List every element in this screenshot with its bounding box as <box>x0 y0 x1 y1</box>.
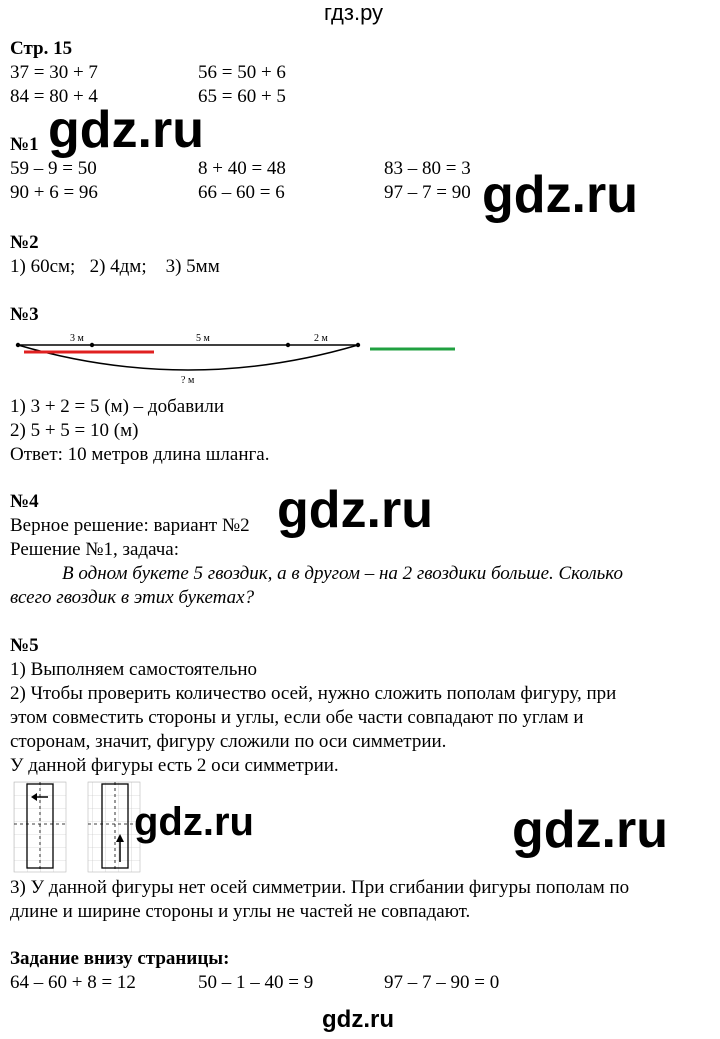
decomp-2-2: 65 = 60 + 5 <box>198 86 286 107</box>
bottom-task-eq-3: 97 – 7 – 90 = 0 <box>384 972 500 993</box>
task3-step1: 1) 3 + 2 = 5 (м) – добавили <box>10 396 224 417</box>
label-5m: 5 м <box>196 333 210 344</box>
task1-eq-1-3: 83 – 80 = 3 <box>384 158 471 179</box>
task3-title: №3 <box>10 304 39 325</box>
task5-title: №5 <box>10 635 39 656</box>
task3-answer: Ответ: 10 метров длина шланга. <box>10 444 270 465</box>
task5-item3-line1: 3) У данной фигуры нет осей симметрии. При сгибании фигуры пополам по <box>10 877 630 898</box>
decomp-1-2: 56 = 50 + 6 <box>198 62 286 83</box>
decomp-1-1: 37 = 30 + 7 <box>10 62 98 83</box>
bottom-task-eq-2: 50 – 1 – 40 = 9 <box>198 972 314 993</box>
task4-line1: Верное решение: вариант №2 <box>10 515 250 536</box>
watermark: gdz.ru <box>512 801 668 859</box>
task1-title: №1 <box>10 134 39 155</box>
label-total: ? м <box>181 375 195 386</box>
bottom-task-title: Задание внизу страницы: <box>10 948 230 969</box>
watermark: gdz.ru <box>277 481 433 539</box>
label-2m: 2 м <box>314 333 328 344</box>
watermark: gdz.ru <box>482 166 638 224</box>
task1-eq-2-2: 66 – 60 = 6 <box>198 182 285 203</box>
watermark: gdz.ru <box>134 800 254 844</box>
task1-eq-2-3: 97 – 7 = 90 <box>384 182 471 203</box>
task5-item2-line2: этом совместить стороны и углы, если обе части совпадают по углам и <box>10 707 584 728</box>
task5-item1: 1) Выполняем самостоятельно <box>10 659 258 680</box>
task5-item2-line1: 2) Чтобы проверить количество осей, нужно сложить пополам фигуру, при <box>10 683 617 704</box>
task4-problem-line1: В одном букете 5 гвоздик, а в другом – на 2 гвоздики больше. Сколько <box>62 563 623 584</box>
task5-item2-summary: У данной фигуры есть 2 оси симметрии. <box>10 755 339 776</box>
decomp-2-1: 84 = 80 + 4 <box>10 86 98 107</box>
task1-eq-1-2: 8 + 40 = 48 <box>198 158 286 179</box>
watermark: gdz.ru <box>322 1006 394 1033</box>
watermark: gdz.ru <box>48 101 204 159</box>
task5-item2-line3: сторонам, значит, фигуру сложили по оси симметрии. <box>10 731 447 752</box>
bottom-task-eq-1: 64 – 60 + 8 = 12 <box>10 972 136 993</box>
task4-problem-line2: всего гвоздик в этих букетах? <box>10 587 255 608</box>
grid-right <box>88 782 140 872</box>
task1-eq-2-1: 90 + 6 = 96 <box>10 182 98 203</box>
task2-title: №2 <box>10 232 39 253</box>
task1-eq-1-1: 59 – 9 = 50 <box>10 158 97 179</box>
task4-line2: Решение №1, задача: <box>10 539 180 560</box>
site-header: гдз.ру <box>324 0 384 25</box>
task3-step2: 2) 5 + 5 = 10 (м) <box>10 420 139 441</box>
task2-answers: 1) 60см; 2) 4дм; 3) 5мм <box>10 256 220 277</box>
task5-item3-line2: длине и ширине стороны и углы не частей не совпадают. <box>10 901 471 922</box>
task4-title: №4 <box>10 491 39 512</box>
page-label: Стр. 15 <box>10 38 73 59</box>
label-3m: 3 м <box>70 333 84 344</box>
